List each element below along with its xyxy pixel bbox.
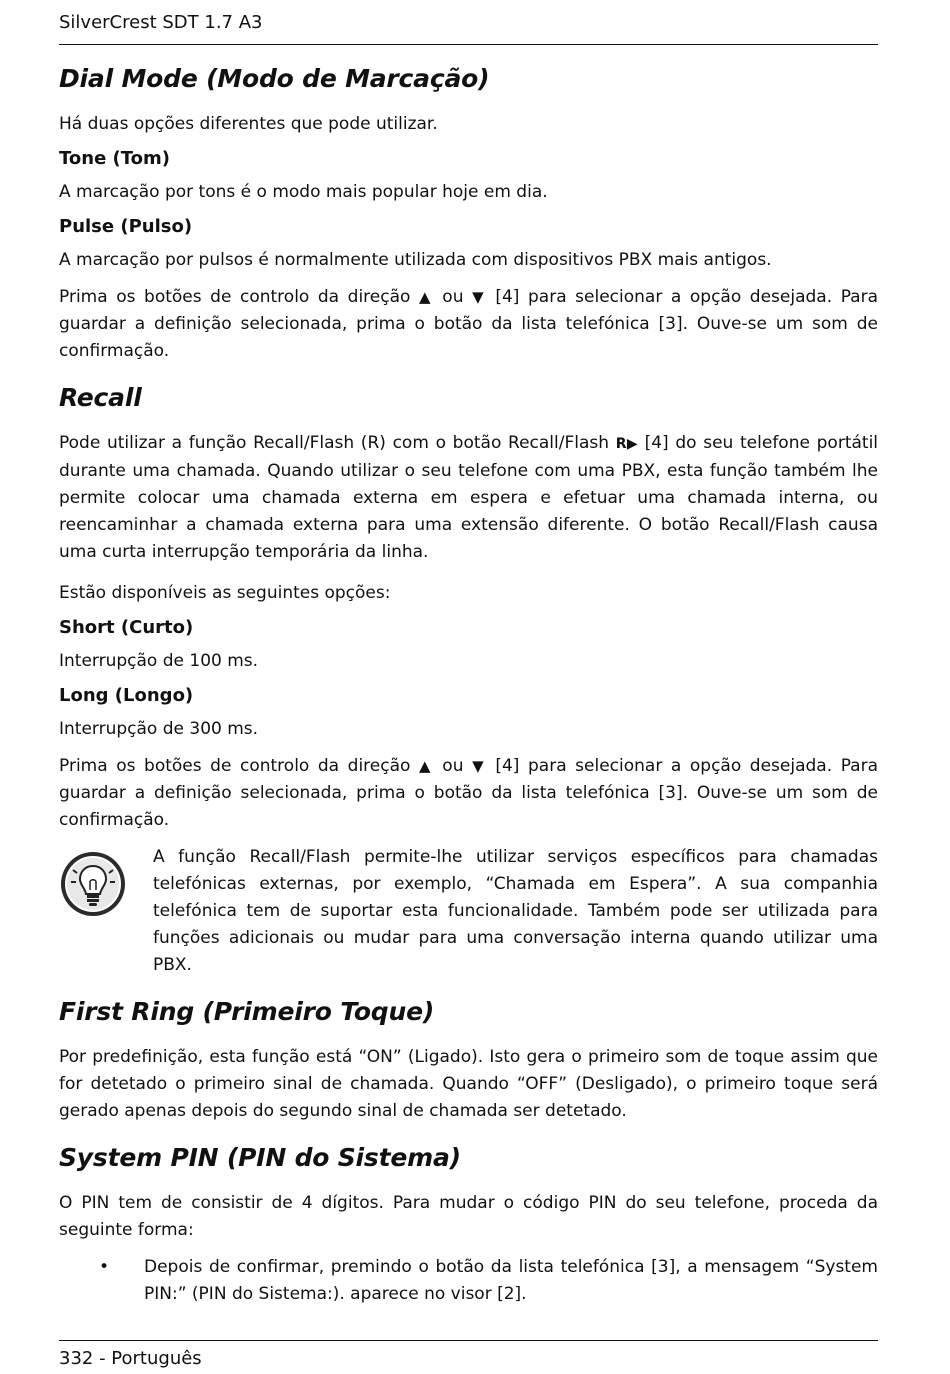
- recall-text: Pode utilizar a função Recall/Flash (R) com o botão Recall/Flash: [59, 433, 610, 453]
- instruction-text: Prima os botões de controlo da direção: [59, 756, 411, 776]
- up-arrow-icon: ▲: [419, 288, 434, 306]
- or-text: ou: [442, 756, 464, 776]
- system-pin-text: O PIN tem de consistir de 4 dígitos. Para mudar o código PIN do seu telefone, proceda da seguinte forma:: [59, 1193, 878, 1240]
- instruction-text-cont: [4] para selecionar a opção desejada. Para guardar a definição selecionada, prima o botão da lista telefónica [3]. Ouve-se um som de confirmação.: [59, 756, 879, 830]
- down-arrow-icon: ▼: [472, 757, 487, 775]
- section-title-first-ring: First Ring (Primeiro Toque): [59, 997, 435, 1026]
- section-recall: [59, 383, 878, 979]
- tone-text: A marcação por tons é o modo mais popular hoje em dia.: [59, 182, 548, 202]
- recall-button-icon: R▶: [615, 436, 638, 452]
- tone-heading: Tone (Tom): [59, 148, 171, 169]
- up-arrow-icon: ▲: [419, 757, 434, 775]
- pulse-text: A marcação por pulsos é normalmente utilizada com dispositivos PBX mais antigos.: [59, 250, 772, 270]
- section-system-pin: [59, 1143, 878, 1308]
- section-title-recall: Recall: [59, 383, 142, 412]
- page-content: [59, 64, 878, 1308]
- recall-options-intro: Estão disponíveis as seguintes opções:: [59, 583, 391, 603]
- bullet-icon: •: [99, 1257, 110, 1277]
- footer-divider: [59, 1340, 878, 1341]
- section-first-ring: [59, 997, 878, 1125]
- recall-instructions: [59, 753, 878, 834]
- instruction-text: Prima os botões de controlo da direção: [59, 287, 411, 307]
- short-text: Interrupção de 100 ms.: [59, 651, 259, 671]
- first-ring-text: Por predefinição, esta função está “ON” (Ligado). Isto gera o primeiro som de toque assim que for detetado o primeiro sinal de chamada. Quando “OFF” (Desligado), o primeiro toque será gerado apenas depois do segundo sinal de chamada ser detetado.: [59, 1047, 878, 1121]
- down-arrow-icon: ▼: [472, 288, 487, 306]
- bullet-text: Depois de confirmar, premindo o botão da lista telefónica [3], a mensagem “System PIN:” (PIN do Sistema:). aparece no visor [2].: [144, 1257, 878, 1304]
- or-text: ou: [442, 287, 464, 307]
- page-header: SilverCrest SDT 1.7 A3: [59, 12, 263, 33]
- short-heading: Short (Curto): [59, 617, 194, 638]
- tip-box: [59, 844, 878, 979]
- section-title-system-pin: System PIN (PIN do Sistema): [59, 1143, 461, 1172]
- long-heading: Long (Longo): [59, 685, 194, 706]
- list-item: [99, 1254, 878, 1308]
- page-footer: 332 - Português: [59, 1348, 202, 1369]
- dial-mode-instructions: [59, 284, 878, 365]
- recall-description: [59, 430, 878, 566]
- tip-text: A função Recall/Flash permite-lhe utilizar serviços específicos para chamadas telefónicas externas, por exemplo, “Chamada em Espera”. A sua companhia telefónica tem de suportar esta funcionalidade. Também pode ser utilizada para funções adicionais ou mudar para uma conversação interna quando utilizar uma PBX.: [153, 847, 878, 975]
- instruction-text-cont: [4] para selecionar a opção desejada. Para guardar a definição selecionada, prima o botão da lista telefónica [3]. Ouve-se um som de confirmação.: [59, 287, 879, 361]
- recall-text-cont: [4] do seu telefone portátil durante uma chamada. Quando utilizar o seu telefone com uma PBX, esta função também lhe permite colocar uma chamada externa em espera e efetuar uma chamada interna, ou reencaminhar a chamada externa para uma extensão diferente. O botão Recall/Flash causa uma curta interrupção temporária da linha.: [59, 433, 879, 562]
- section-dial-mode: [59, 64, 878, 365]
- header-divider: [59, 44, 878, 45]
- pulse-heading: Pulse (Pulso): [59, 216, 193, 237]
- dial-mode-intro: Há duas opções diferentes que pode utilizar.: [59, 114, 438, 134]
- lightbulb-icon: [59, 844, 153, 922]
- section-title-dial-mode: Dial Mode (Modo de Marcação): [59, 64, 490, 93]
- long-text: Interrupção de 300 ms.: [59, 719, 259, 739]
